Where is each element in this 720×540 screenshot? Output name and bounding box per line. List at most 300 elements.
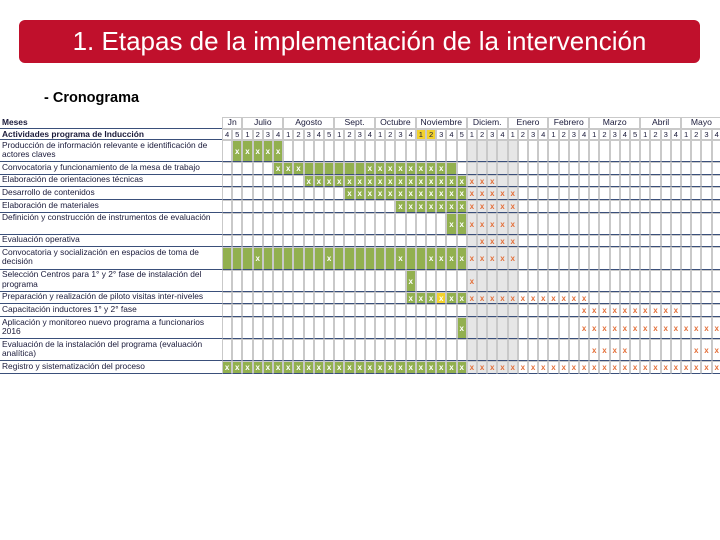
grid-cell xyxy=(406,213,416,235)
grid-cell xyxy=(620,247,630,269)
grid-cell xyxy=(416,339,426,361)
task-mark: x xyxy=(436,247,446,269)
grid-cell xyxy=(232,187,242,200)
task-mark: x xyxy=(508,235,518,248)
grid-cell xyxy=(242,213,252,235)
grid-cell xyxy=(497,270,507,292)
grid-cell xyxy=(661,235,671,248)
grid-cell xyxy=(528,200,538,213)
grid-cell xyxy=(691,247,701,269)
grid-cell xyxy=(253,339,263,361)
grid-cell xyxy=(559,304,569,317)
week-number: 3 xyxy=(436,129,446,141)
grid-cell xyxy=(436,235,446,248)
grid-cell xyxy=(253,162,263,175)
grid-cell xyxy=(579,247,589,269)
grid-cell xyxy=(385,213,395,235)
grid-cell xyxy=(477,339,487,361)
task-mark: x xyxy=(508,213,518,235)
task-mark: x xyxy=(324,361,334,374)
task-mark: x xyxy=(599,361,609,374)
grid-cell xyxy=(610,140,620,162)
header-meses: Meses xyxy=(0,117,222,129)
task-mark: x xyxy=(436,361,446,374)
grid-cell xyxy=(344,339,354,361)
grid-cell xyxy=(518,317,528,339)
week-number: 4 xyxy=(671,129,681,141)
grid-cell xyxy=(406,140,416,162)
task-mark: x xyxy=(385,175,395,188)
activity-label: Elaboración de orientaciones técnicas xyxy=(0,175,222,188)
grid-cell xyxy=(436,339,446,361)
task-mark: x xyxy=(416,175,426,188)
grid-cell xyxy=(334,140,344,162)
grid-cell xyxy=(569,187,579,200)
task-mark: x xyxy=(355,361,365,374)
month-header: Octubre xyxy=(375,117,416,129)
grid-cell xyxy=(293,292,303,305)
grid-cell xyxy=(620,200,630,213)
grid-cell xyxy=(589,175,599,188)
grid-cell xyxy=(538,317,548,339)
task-mark: x xyxy=(416,200,426,213)
grid-cell xyxy=(242,304,252,317)
grid-cell xyxy=(691,175,701,188)
grid-cell xyxy=(314,270,324,292)
grid-cell xyxy=(263,317,273,339)
grid-cell xyxy=(395,339,405,361)
task-mark: x xyxy=(426,187,436,200)
task-mark: x xyxy=(232,361,242,374)
grid-cell xyxy=(559,235,569,248)
grid-cell xyxy=(293,175,303,188)
task-mark: x xyxy=(446,200,456,213)
grid-cell xyxy=(385,235,395,248)
grid-cell xyxy=(701,235,711,248)
grid-cell xyxy=(293,213,303,235)
grid-cell xyxy=(293,140,303,162)
grid-cell xyxy=(222,304,232,317)
grid-cell xyxy=(436,213,446,235)
activity-label: Evaluación de la instalación del programa (evaluación analítica) xyxy=(0,339,222,361)
activity-label: Convocatoria y funcionamiento de la mesa de trabajo xyxy=(0,162,222,175)
week-number: 4 xyxy=(538,129,548,141)
task-mark: x xyxy=(691,339,701,361)
grid-cell xyxy=(589,270,599,292)
grid-cell xyxy=(701,175,711,188)
task-mark: x xyxy=(436,200,446,213)
task-mark: x xyxy=(355,187,365,200)
grid-cell xyxy=(253,187,263,200)
week-number: 5 xyxy=(630,129,640,141)
task-mark: x xyxy=(518,361,528,374)
week-number: 4 xyxy=(712,129,720,141)
grid-cell xyxy=(242,247,252,269)
task-mark: x xyxy=(375,361,385,374)
task-mark: x xyxy=(406,200,416,213)
grid-cell xyxy=(334,235,344,248)
grid-cell xyxy=(661,140,671,162)
grid-cell xyxy=(222,140,232,162)
task-mark: x xyxy=(457,361,467,374)
grid-cell xyxy=(283,175,293,188)
task-mark: x xyxy=(314,175,324,188)
grid-cell xyxy=(375,235,385,248)
grid-cell xyxy=(528,247,538,269)
grid-cell xyxy=(273,247,283,269)
grid-cell xyxy=(273,235,283,248)
task-mark: x xyxy=(283,361,293,374)
week-number: 1 xyxy=(467,129,477,141)
grid-cell xyxy=(548,235,558,248)
week-number: 4 xyxy=(446,129,456,141)
task-mark: x xyxy=(610,317,620,339)
grid-cell xyxy=(273,175,283,188)
grid-cell xyxy=(324,213,334,235)
grid-cell xyxy=(304,213,314,235)
grid-cell xyxy=(304,247,314,269)
task-mark: x xyxy=(671,317,681,339)
grid-cell xyxy=(518,304,528,317)
month-header: Diciem. xyxy=(467,117,508,129)
grid-cell xyxy=(559,200,569,213)
grid-cell xyxy=(304,235,314,248)
grid-cell xyxy=(518,162,528,175)
grid-cell xyxy=(559,162,569,175)
grid-cell xyxy=(293,317,303,339)
grid-cell xyxy=(661,339,671,361)
grid-cell xyxy=(661,270,671,292)
task-mark: x xyxy=(436,187,446,200)
task-mark: x xyxy=(620,317,630,339)
task-mark: x xyxy=(467,270,477,292)
grid-cell xyxy=(222,292,232,305)
grid-cell xyxy=(630,175,640,188)
grid-cell xyxy=(518,339,528,361)
task-mark: x xyxy=(406,162,416,175)
task-mark: x xyxy=(467,292,477,305)
week-number: 2 xyxy=(599,129,609,141)
grid-cell xyxy=(232,317,242,339)
grid-cell xyxy=(253,317,263,339)
task-mark: x xyxy=(640,304,650,317)
task-mark: x xyxy=(457,187,467,200)
task-mark: x xyxy=(589,304,599,317)
grid-cell xyxy=(661,187,671,200)
task-mark: x xyxy=(365,175,375,188)
grid-cell xyxy=(253,304,263,317)
task-mark: x xyxy=(620,339,630,361)
week-number: 3 xyxy=(701,129,711,141)
grid-cell xyxy=(508,140,518,162)
week-number: 4 xyxy=(365,129,375,141)
grid-cell xyxy=(283,200,293,213)
grid-cell xyxy=(569,247,579,269)
grid-cell xyxy=(304,200,314,213)
task-mark: x xyxy=(446,175,456,188)
grid-cell xyxy=(640,200,650,213)
month-header: Jn xyxy=(222,117,242,129)
grid-cell xyxy=(395,317,405,339)
week-number: 1 xyxy=(334,129,344,141)
grid-cell xyxy=(426,317,436,339)
grid-cell xyxy=(569,213,579,235)
task-mark: x xyxy=(548,292,558,305)
grid-cell xyxy=(436,270,446,292)
task-mark: x xyxy=(487,213,497,235)
grid-cell xyxy=(559,175,569,188)
task-mark: x xyxy=(559,292,569,305)
grid-cell xyxy=(528,270,538,292)
grid-cell xyxy=(344,235,354,248)
grid-cell xyxy=(426,339,436,361)
task-mark: x xyxy=(283,162,293,175)
grid-cell xyxy=(365,247,375,269)
grid-cell xyxy=(344,162,354,175)
grid-cell xyxy=(528,317,538,339)
grid-cell xyxy=(395,270,405,292)
grid-cell xyxy=(467,339,477,361)
grid-cell xyxy=(661,200,671,213)
grid-cell xyxy=(620,175,630,188)
grid-cell xyxy=(712,292,720,305)
grid-cell xyxy=(253,270,263,292)
task-mark: x xyxy=(406,175,416,188)
week-number: 1 xyxy=(681,129,691,141)
grid-cell xyxy=(508,339,518,361)
grid-cell xyxy=(497,140,507,162)
grid-cell xyxy=(538,200,548,213)
header-actividades: Actividades programa de Inducción xyxy=(0,129,222,141)
grid-cell xyxy=(640,162,650,175)
grid-cell xyxy=(559,187,569,200)
grid-cell xyxy=(559,339,569,361)
grid-cell xyxy=(355,235,365,248)
grid-cell xyxy=(406,235,416,248)
task-mark: x xyxy=(477,235,487,248)
grid-cell xyxy=(559,317,569,339)
task-mark: x xyxy=(579,304,589,317)
month-header: Mayo xyxy=(681,117,720,129)
task-mark: x xyxy=(375,162,385,175)
grid-cell xyxy=(712,187,720,200)
task-mark: x xyxy=(487,361,497,374)
task-mark: x xyxy=(701,339,711,361)
grid-cell xyxy=(691,270,701,292)
week-number: 1 xyxy=(548,129,558,141)
task-mark: x xyxy=(457,247,467,269)
task-mark: x xyxy=(467,175,477,188)
week-number: 3 xyxy=(355,129,365,141)
grid-cell xyxy=(446,317,456,339)
grid-cell xyxy=(375,200,385,213)
grid-cell xyxy=(314,235,324,248)
grid-cell xyxy=(324,339,334,361)
grid-cell xyxy=(671,235,681,248)
task-mark: x xyxy=(671,304,681,317)
grid-cell xyxy=(701,200,711,213)
grid-cell xyxy=(283,235,293,248)
month-header: Abril xyxy=(640,117,681,129)
task-mark: x xyxy=(406,361,416,374)
grid-cell xyxy=(630,162,640,175)
grid-cell xyxy=(324,317,334,339)
grid-cell xyxy=(242,317,252,339)
grid-cell xyxy=(610,187,620,200)
grid-cell xyxy=(681,187,691,200)
grid-cell xyxy=(650,213,660,235)
task-mark: x xyxy=(477,200,487,213)
grid-cell xyxy=(365,304,375,317)
grid-cell xyxy=(691,292,701,305)
grid-cell xyxy=(446,140,456,162)
grid-cell xyxy=(477,304,487,317)
task-mark: x xyxy=(497,187,507,200)
grid-cell xyxy=(610,292,620,305)
task-mark: x xyxy=(712,361,720,374)
task-mark: x xyxy=(487,175,497,188)
grid-cell xyxy=(691,235,701,248)
grid-cell xyxy=(579,175,589,188)
task-mark: x xyxy=(712,339,720,361)
grid-cell xyxy=(487,162,497,175)
slide-title: 1. Etapas de la implementación de la intervención xyxy=(19,20,700,63)
task-mark: x xyxy=(538,292,548,305)
task-mark: x xyxy=(691,361,701,374)
grid-cell xyxy=(395,292,405,305)
grid-cell xyxy=(314,292,324,305)
task-mark: x xyxy=(334,361,344,374)
week-number: 1 xyxy=(416,129,426,141)
task-mark: x xyxy=(385,162,395,175)
task-mark: x xyxy=(477,292,487,305)
grid-cell xyxy=(242,175,252,188)
grid-cell xyxy=(436,317,446,339)
task-mark: x xyxy=(416,162,426,175)
grid-cell xyxy=(528,175,538,188)
grid-cell xyxy=(242,187,252,200)
grid-cell xyxy=(385,304,395,317)
week-number: 2 xyxy=(426,129,436,141)
grid-cell xyxy=(283,187,293,200)
grid-cell xyxy=(671,200,681,213)
grid-cell xyxy=(599,292,609,305)
task-mark: x xyxy=(630,361,640,374)
grid-cell xyxy=(477,140,487,162)
grid-cell xyxy=(334,247,344,269)
grid-cell xyxy=(273,213,283,235)
task-mark: x xyxy=(579,361,589,374)
grid-cell xyxy=(548,304,558,317)
task-mark: x xyxy=(334,175,344,188)
grid-cell xyxy=(681,304,691,317)
grid-cell xyxy=(375,292,385,305)
task-mark: x xyxy=(548,361,558,374)
grid-cell xyxy=(457,140,467,162)
grid-cell xyxy=(497,175,507,188)
grid-cell xyxy=(487,317,497,339)
grid-cell xyxy=(528,235,538,248)
grid-cell xyxy=(508,162,518,175)
task-mark: x xyxy=(395,187,405,200)
grid-cell xyxy=(701,213,711,235)
grid-cell xyxy=(324,292,334,305)
task-mark: x xyxy=(528,361,538,374)
grid-cell xyxy=(263,200,273,213)
grid-cell xyxy=(528,213,538,235)
grid-cell xyxy=(314,247,324,269)
grid-cell xyxy=(365,235,375,248)
grid-cell xyxy=(334,304,344,317)
grid-cell xyxy=(416,235,426,248)
task-mark: x xyxy=(579,292,589,305)
task-mark: x xyxy=(477,187,487,200)
grid-cell xyxy=(579,213,589,235)
grid-cell xyxy=(385,292,395,305)
task-mark: x xyxy=(508,200,518,213)
grid-cell xyxy=(293,187,303,200)
week-number: 4 xyxy=(273,129,283,141)
grid-cell xyxy=(263,175,273,188)
grid-cell xyxy=(273,292,283,305)
grid-cell xyxy=(283,339,293,361)
task-mark: x xyxy=(528,292,538,305)
week-number: 4 xyxy=(406,129,416,141)
month-header: Julio xyxy=(242,117,283,129)
task-mark: x xyxy=(508,361,518,374)
grid-cell xyxy=(712,247,720,269)
grid-cell xyxy=(650,247,660,269)
task-mark: x xyxy=(589,317,599,339)
week-number: 5 xyxy=(324,129,334,141)
grid-cell xyxy=(365,140,375,162)
grid-cell xyxy=(446,270,456,292)
grid-cell xyxy=(599,235,609,248)
grid-cell xyxy=(620,162,630,175)
activity-label: Aplicación y monitoreo nuevo programa a funcionarios 2016 xyxy=(0,317,222,339)
grid-cell xyxy=(650,175,660,188)
grid-cell xyxy=(589,292,599,305)
grid-cell xyxy=(712,162,720,175)
grid-cell xyxy=(620,270,630,292)
grid-cell xyxy=(620,140,630,162)
task-mark: x xyxy=(446,213,456,235)
grid-cell xyxy=(538,187,548,200)
grid-cell xyxy=(304,304,314,317)
grid-cell xyxy=(283,304,293,317)
grid-cell xyxy=(630,213,640,235)
task-mark: x xyxy=(610,361,620,374)
month-header: Marzo xyxy=(589,117,640,129)
task-mark: x xyxy=(446,361,456,374)
task-mark: x xyxy=(253,140,263,162)
grid-cell xyxy=(712,175,720,188)
grid-cell xyxy=(650,162,660,175)
task-mark: x xyxy=(691,317,701,339)
task-mark: x xyxy=(538,361,548,374)
grid-cell xyxy=(395,213,405,235)
task-mark: x xyxy=(253,247,263,269)
grid-cell xyxy=(650,200,660,213)
grid-cell xyxy=(579,162,589,175)
grid-cell xyxy=(385,140,395,162)
task-mark: x xyxy=(508,292,518,305)
task-mark: x xyxy=(457,175,467,188)
task-mark: x xyxy=(436,175,446,188)
task-mark: x xyxy=(426,247,436,269)
week-number: 2 xyxy=(385,129,395,141)
task-mark: x xyxy=(569,292,579,305)
